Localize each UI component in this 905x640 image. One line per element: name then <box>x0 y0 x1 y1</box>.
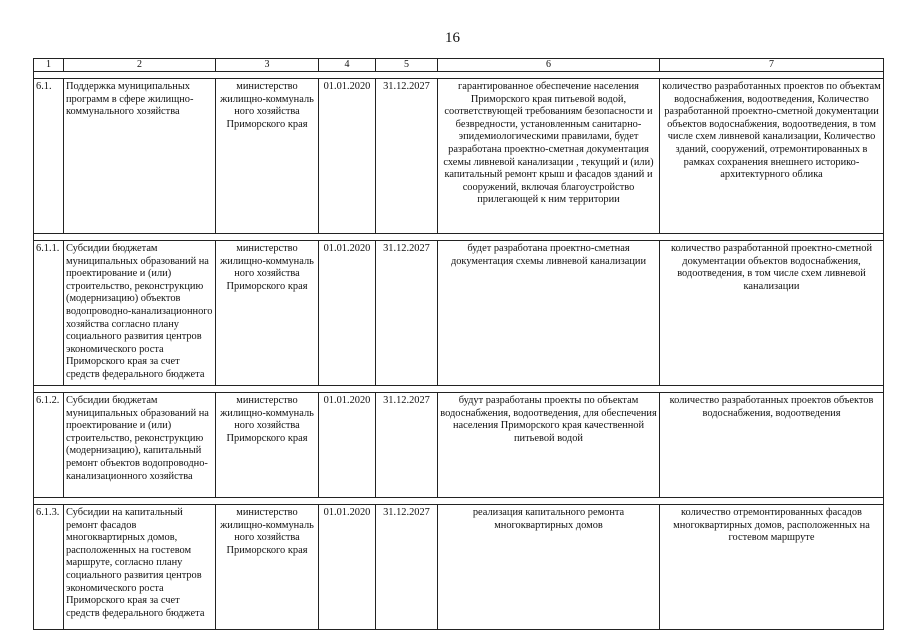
expected-result: гарантированное обеспечение населения Приморского края питьевой водой, соответствующей требованиям безопасности и безвредности, установленным санитарно-эпидемиологическими правилами, будет разработана проектно-сметная документация схемы ливневой канализации , текущий и (или) капитальный ремонт крыш и фасадов зданий и сооружений, включая благоустройство прилегающей к ним территории <box>438 79 660 234</box>
executor: министерство жилищно-коммуналь ного хозяйства Приморского края <box>216 241 319 386</box>
row-spacer <box>34 72 884 79</box>
table-row <box>34 393 884 498</box>
page-number: 16 <box>445 30 460 46</box>
program-table <box>33 58 884 630</box>
expected-result: будут разработаны проекты по объектам водоснабжения, водоотведения, для обеспечения населения Приморского края качественной питьевой водой <box>438 393 660 498</box>
row-spacer <box>34 234 884 241</box>
start-date: 01.01.2020 <box>319 241 376 386</box>
column-header: 3 <box>216 59 319 72</box>
measure-name: Субсидии на капитальный ремонт фасадов многоквартирных домов, расположенных на гостевом маршруте, согласно плану социального развития центров экономического роста Приморского края за счет средств федерального бюджета <box>64 505 216 630</box>
table-row <box>34 79 884 234</box>
start-date: 01.01.2020 <box>319 505 376 630</box>
column-header: 1 <box>34 59 64 72</box>
start-date: 01.01.2020 <box>319 393 376 498</box>
table-row <box>34 241 884 386</box>
column-header: 6 <box>438 59 660 72</box>
end-date: 31.12.2027 <box>376 79 438 234</box>
column-header: 5 <box>376 59 438 72</box>
column-header: 7 <box>660 59 884 72</box>
indicator: количество отремонтированных фасадов многоквартирных домов, расположенных на гостевом маршруте <box>660 505 884 630</box>
column-header: 2 <box>64 59 216 72</box>
measure-name: Субсидии бюджетам муниципальных образований на проектирование и (или) строительство, реконструкцию (модернизацию), капитальный ремонт объектов водопроводно-канализационного хозяйства <box>64 393 216 498</box>
column-header: 4 <box>319 59 376 72</box>
measure-name: Поддержка муниципальных программ в сфере жилищно-коммунального хозяйства <box>64 79 216 234</box>
row-spacer <box>34 498 884 505</box>
indicator: количество разработанных проектов объектов водоснабжения, водоотведения <box>660 393 884 498</box>
table-row <box>34 505 884 630</box>
executor: министерство жилищно-коммуналь ного хозяйства Приморского края <box>216 505 319 630</box>
end-date: 31.12.2027 <box>376 505 438 630</box>
table-header-row <box>34 59 884 72</box>
expected-result: будет разработана проектно-сметная документация схемы ливневой канализации <box>438 241 660 386</box>
indicator: количество разработанной проектно-сметной документации объектов водоснабжения, водоотведения, в том числе схем ливневой канализации <box>660 241 884 386</box>
start-date: 01.01.2020 <box>319 79 376 234</box>
end-date: 31.12.2027 <box>376 393 438 498</box>
row-number: 6.1.3. <box>34 505 64 630</box>
measure-name: Субсидии бюджетам муниципальных образований на проектирование и (или) строительство, реконструкцию (модернизацию) объектов водопроводно-канализационного хозяйства согласно плану социального развития центров экономического роста Приморского края за счет средств федерального бюджета <box>64 241 216 386</box>
end-date: 31.12.2027 <box>376 241 438 386</box>
row-number: 6.1.1. <box>34 241 64 386</box>
indicator: количество разработанных проектов по объектам водоснабжения, водоотведения, Количество разработанной проектно-сметной документации объектов водоснабжения, водоотведения, в том числе схем ливневой канализации, Количество зданий, сооружений, отремонтированных в рамках сохранения внешнего историко-архитектурного облика <box>660 79 884 234</box>
row-spacer <box>34 386 884 393</box>
row-number: 6.1.2. <box>34 393 64 498</box>
executor: министерство жилищно-коммуналь ного хозяйства Приморского края <box>216 393 319 498</box>
expected-result: реализация капитального ремонта многоквартирных домов <box>438 505 660 630</box>
row-number: 6.1. <box>34 79 64 234</box>
executor: министерство жилищно-коммуналь ного хозяйства Приморского края <box>216 79 319 234</box>
